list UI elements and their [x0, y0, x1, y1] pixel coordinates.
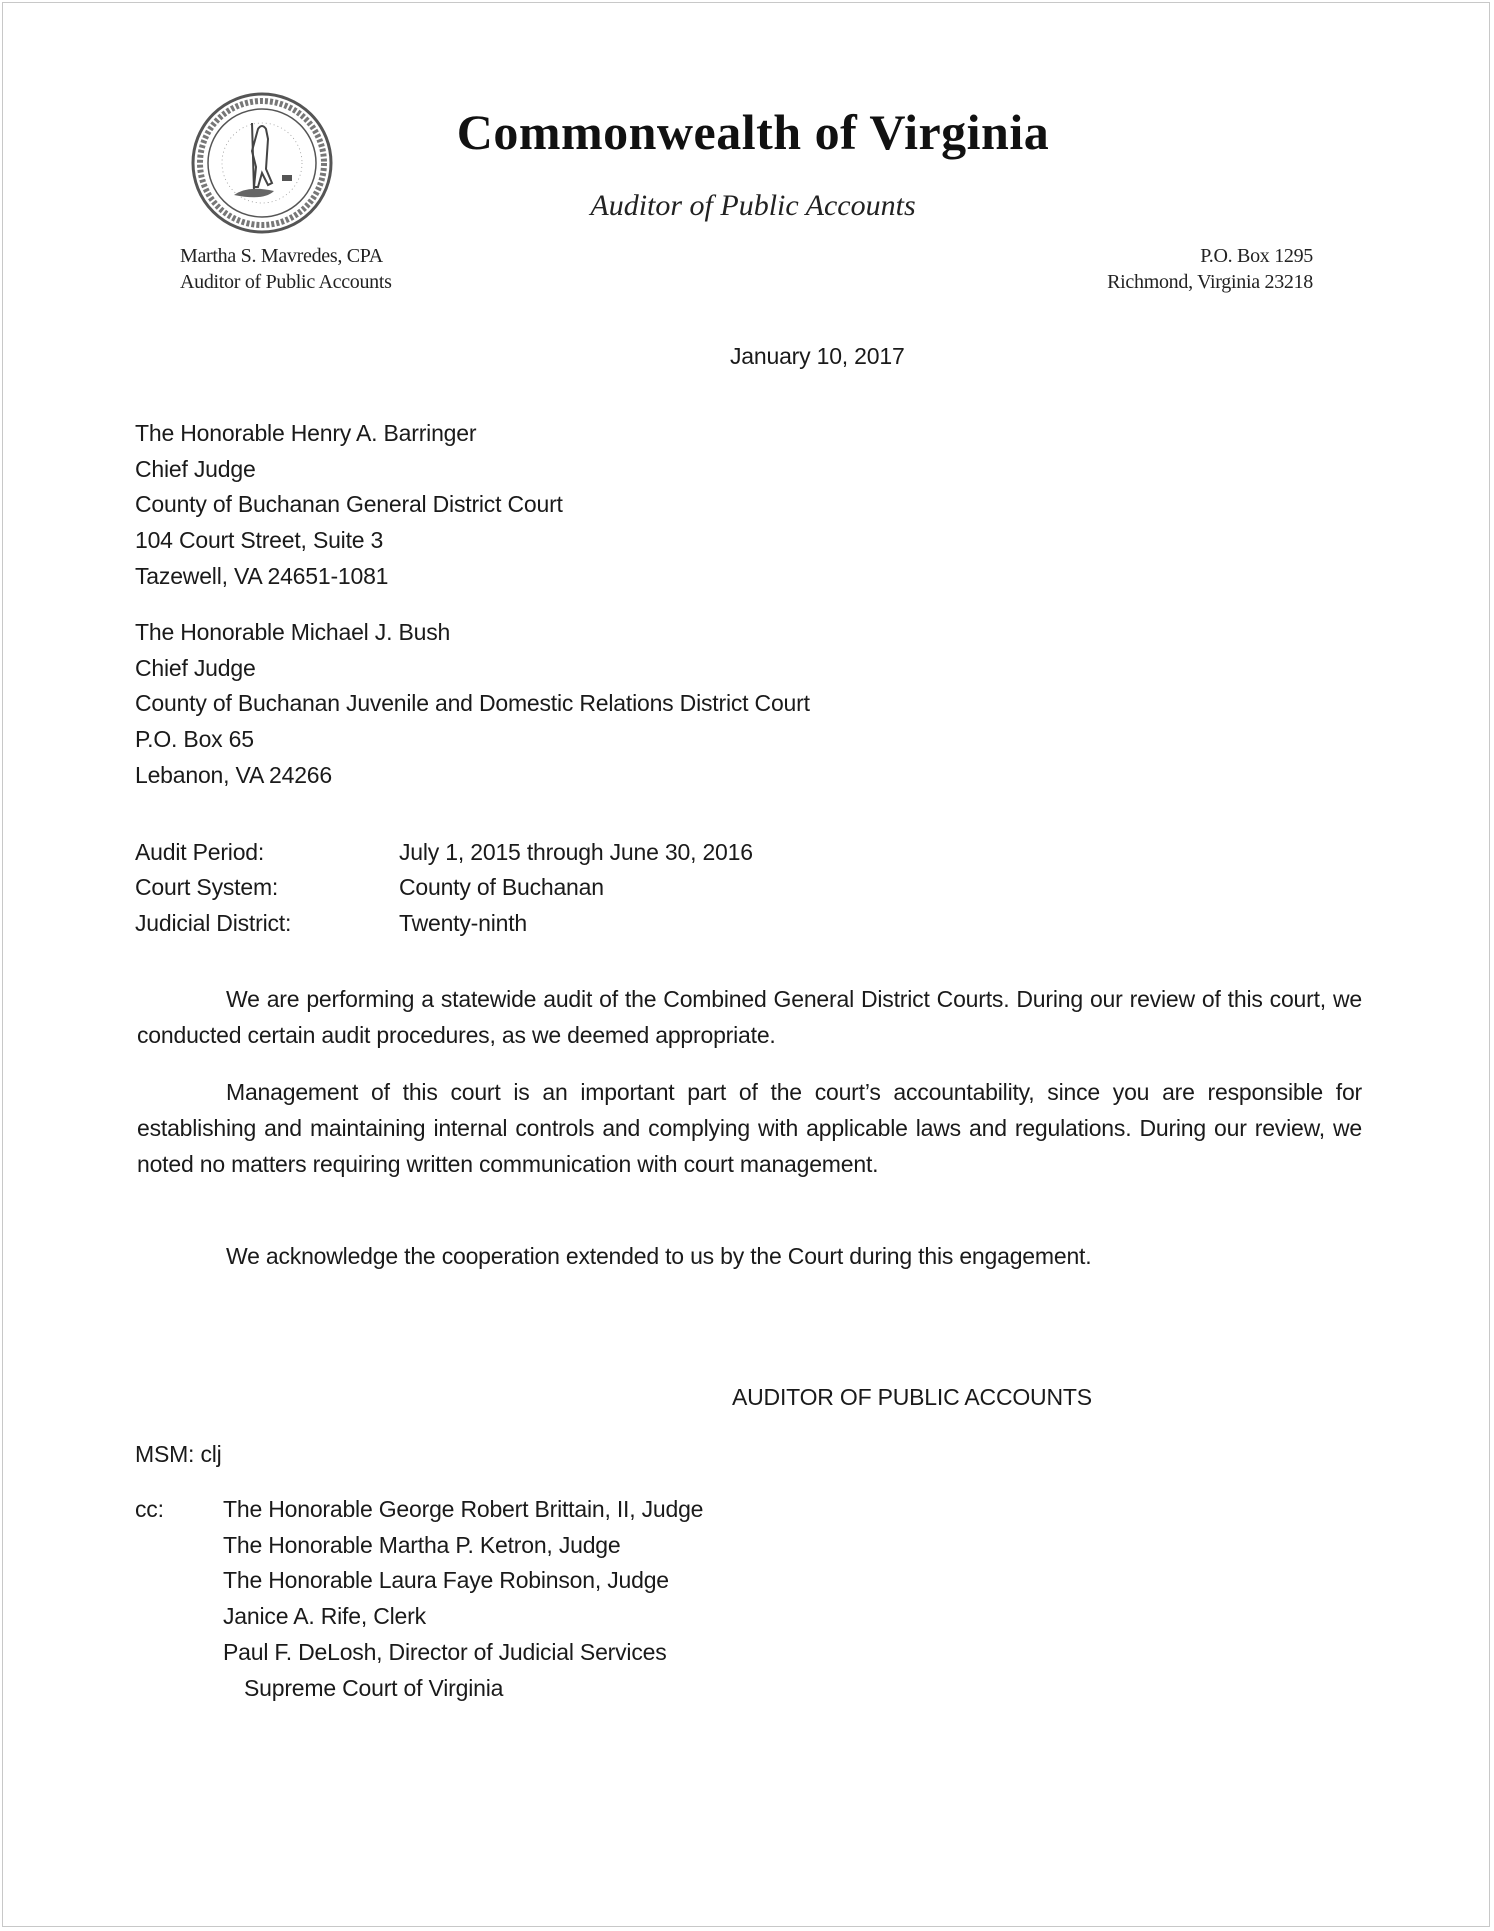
cc-recipient: Janice A. Rife, Clerk	[223, 1603, 426, 1629]
cc-recipient: The Honorable George Robert Brittain, II, Judge	[223, 1496, 704, 1522]
audit-period-label: Audit Period:	[135, 839, 265, 865]
court-system-value: County of Buchanan	[399, 874, 604, 900]
judicial-district-label: Judicial District:	[135, 910, 292, 936]
letter-page	[2, 2, 1490, 1927]
addressee1-line: 104 Court Street, Suite 3	[135, 527, 384, 553]
city-state-zip: Richmond, Virginia 23218	[1107, 271, 1313, 293]
court-system-label: Court System:	[135, 874, 279, 900]
audit-period-value: July 1, 2015 through June 30, 2016	[399, 839, 753, 865]
virginia-seal-logo	[190, 91, 334, 235]
body-paragraph	[137, 1074, 1362, 1182]
addressee2-line: County of Buchanan Juvenile and Domestic Relations District Court	[135, 690, 810, 716]
judicial-district-value: Twenty-ninth	[399, 910, 527, 936]
paragraph-text: We acknowledge the cooperation extended to us by the Court during this engagement.	[226, 1243, 1092, 1269]
letter-date: January 10, 2017	[730, 343, 905, 369]
cc-recipient: The Honorable Laura Faye Robinson, Judge	[223, 1567, 669, 1593]
addressee1-line: Tazewell, VA 24651-1081	[135, 563, 389, 589]
cc-recipient: Paul F. DeLosh, Director of Judicial Services	[223, 1639, 667, 1665]
addressee2-line: P.O. Box 65	[135, 726, 254, 752]
cc-recipient: The Honorable Martha P. Ketron, Judge	[223, 1532, 621, 1558]
addressee1-line: County of Buchanan General District Court	[135, 491, 563, 517]
cc-label: cc:	[135, 1496, 164, 1522]
paragraph-text: Management of this court is an important part of the court’s accountability, since you are responsible for establishing and maintaining internal controls and complying with applicable laws and regulations. During our review, we noted no matters requiring written communication with court management.	[137, 1079, 1362, 1177]
letterhead-title: Commonwealth of Virginia	[456, 104, 1050, 160]
addressee2-line: Lebanon, VA 24266	[135, 762, 332, 788]
paragraph-text: We are performing a statewide audit of the Combined General District Courts. During our review of this court, we conducted certain audit procedures, as we deemed appropriate.	[137, 986, 1362, 1048]
typist-initials: MSM: clj	[135, 1441, 222, 1467]
addressee2-line: The Honorable Michael J. Bush	[135, 619, 451, 645]
po-box: P.O. Box 1295	[1200, 245, 1313, 267]
addressee2-line: Chief Judge	[135, 655, 256, 681]
auditor-title: Auditor of Public Accounts	[180, 271, 392, 293]
signature-block: AUDITOR OF PUBLIC ACCOUNTS	[732, 1384, 1092, 1410]
letterhead-subtitle: Auditor of Public Accounts	[590, 189, 916, 222]
addressee1-line: Chief Judge	[135, 456, 256, 482]
cc-recipient-subline: Supreme Court of Virginia	[244, 1675, 504, 1701]
body-paragraph	[137, 981, 1362, 1053]
addressee1-line: The Honorable Henry A. Barringer	[135, 420, 477, 446]
auditor-name: Martha S. Mavredes, CPA	[180, 245, 383, 267]
body-paragraph	[137, 1238, 1362, 1274]
